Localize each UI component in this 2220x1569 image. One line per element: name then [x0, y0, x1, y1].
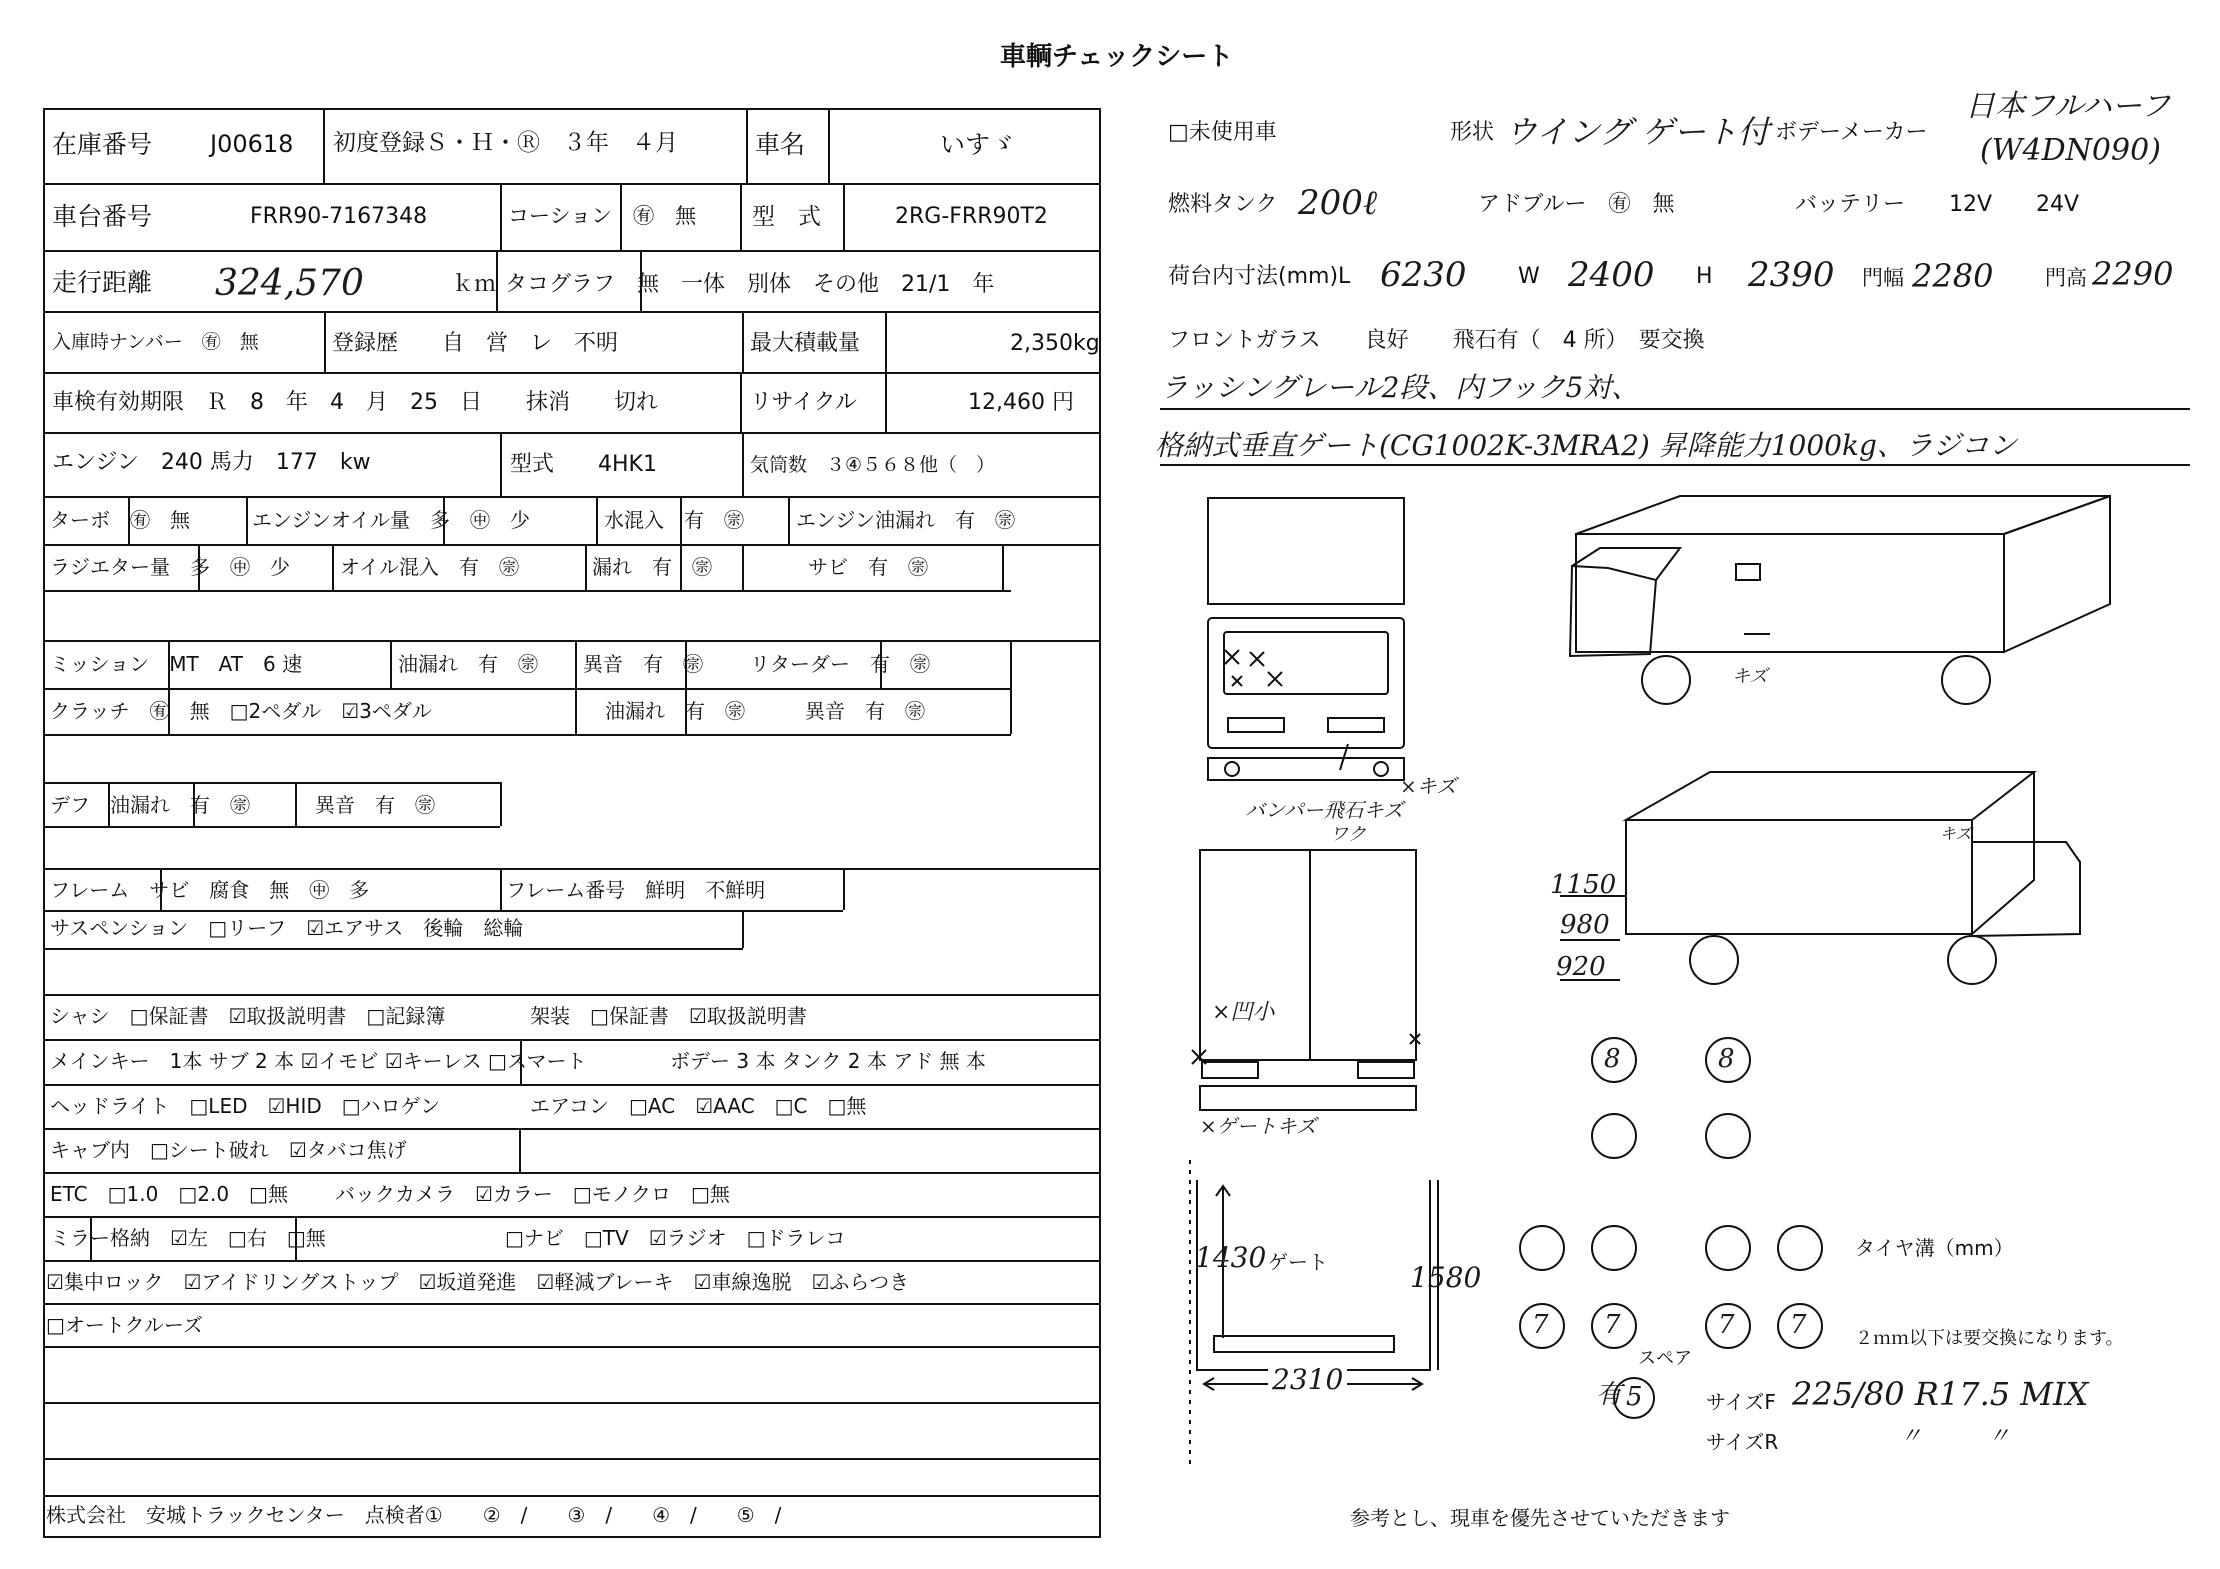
back-camera: バックカメラ ☑カラー □モノクロ □無: [335, 1182, 730, 1206]
shape-label: 形状: [1450, 120, 1495, 145]
cargo-dimension-label: 荷台内寸法(mm)L: [1168, 264, 1351, 289]
recycle-fee: 12,460 円: [968, 390, 1074, 415]
suspension: サスペンション □リーフ ☑エアサス 後輪 総輪: [50, 916, 524, 940]
body-maker-code: (W4DN090): [1980, 133, 2161, 168]
cargo-height-label: H: [1696, 264, 1713, 289]
gate-height: 1430: [1195, 1241, 1267, 1274]
truck2-damage-note: キズ: [1940, 824, 1972, 843]
clutch-oil-leak: 油漏れ 有 ㊪: [605, 699, 745, 723]
cargo-length: 6230: [1380, 255, 1467, 295]
door-height: 2290: [2092, 255, 2174, 293]
retarder: リターダー 有 ㊪: [750, 652, 930, 676]
fuel-tank-label: 燃料タンク: [1168, 192, 1278, 217]
max-load-label: 最大積載量: [750, 331, 861, 356]
tyre-note: ２ｍｍ以下は要交換になります。: [1855, 1328, 2124, 1349]
safety-options: ☑集中ロック ☑アイドリングストップ ☑坂道発進 ☑軽減ブレーキ ☑車線逸脱 ☑ふらつき: [46, 1270, 910, 1294]
height-980: 980: [1560, 910, 1610, 940]
mirror-fold: ミラー格納 ☑左 □右 □無: [50, 1226, 326, 1250]
stock-number: J00618: [210, 130, 294, 158]
radiator-level: ラジエター量 多 ㊥ 少: [50, 555, 290, 579]
engine-oil-level: エンジンオイル量 多 ㊥ 少: [252, 508, 530, 532]
stock-number-label: 在庫番号: [52, 130, 153, 159]
size-rear-label: サイズR: [1706, 1430, 1779, 1454]
dent-note: ×凹小: [1212, 1000, 1275, 1025]
first-registration: 初度登録Ｓ・Ｈ・Ⓡ ３年 ４月: [333, 130, 678, 156]
bumper-damage-note: バンパー飛石キズ: [1245, 798, 1404, 822]
car-name-label: 車名: [755, 130, 806, 159]
fuel-tank: 200ℓ: [1298, 183, 1378, 223]
unused-vehicle: □未使用車: [1168, 120, 1277, 145]
headlight: ヘッドライト □LED ☑HID □ハロゲン: [50, 1094, 441, 1118]
truck1-body-top: [1576, 496, 2110, 534]
rust: サビ 有 ㊪: [808, 555, 928, 579]
size-front-label: サイズF: [1706, 1390, 1776, 1414]
engine-oil-leak: エンジン油漏れ 有 ㊪: [796, 508, 1015, 532]
navigation-options: □ナビ □TV ☑ラジオ □ドラレコ: [505, 1226, 846, 1250]
adblue: アドブルー ㊒ 無: [1478, 192, 1675, 217]
note-line-1: ラッシングレール2段、内フック5対、: [1160, 371, 1640, 404]
turbo: ターボ ㊒ 無: [50, 508, 190, 532]
recycle-label: リサイクル: [750, 390, 857, 415]
leak: 漏れ 有 ㊪: [592, 555, 712, 579]
frame-condition: フレーム サビ 腐食 無 ㊥ 多: [50, 878, 370, 902]
water-mix: 水混入 有 ㊪: [604, 508, 744, 532]
clutch-noise: 異音 有 ㊪: [805, 699, 925, 723]
model: 2RG-FRR90T2: [895, 204, 1048, 229]
engine-power: エンジン 240 馬力 177 kw: [52, 450, 371, 475]
chassis-number-label: 車台番号: [52, 202, 153, 231]
main-keys: メインキー 1本 サブ 2 本 ☑イモビ ☑キーレス □スマート: [50, 1049, 587, 1073]
max-load: 2,350kg: [1010, 331, 1100, 356]
entry-plate: 入庫時ナンバー ㊒ 無: [52, 331, 259, 353]
frame-number: フレーム番号 鮮明 不鮮明: [506, 878, 766, 902]
mission-noise: 異音 有 ㊪: [583, 652, 703, 676]
tyre-rear-4-depth: 7: [1790, 1310, 1807, 1340]
oil-mix: オイル混入 有 ㊪: [340, 555, 519, 579]
cylinders: 気筒数 ３④５６８他（ ）: [750, 454, 996, 476]
engine-model: 型式 4HK1: [510, 452, 657, 477]
spare-mark: 有: [1596, 1380, 1623, 1410]
tyre-rear-1-depth: 7: [1532, 1310, 1549, 1340]
tyre-front-right-depth: 8: [1718, 1044, 1735, 1074]
cargo-width: 2400: [1568, 255, 1655, 295]
spare-depth: 5: [1626, 1382, 1643, 1412]
damage-note-ku: ワク: [1330, 824, 1366, 845]
cruise-control: □オートクルーズ: [46, 1313, 203, 1337]
shape: ウイング ゲート付: [1505, 113, 1770, 151]
chassis-documents: シャシ □保証書 ☑取扱説明書 □記録簿: [50, 1004, 446, 1028]
gate-width: 2310: [1268, 1366, 1347, 1394]
body-keys: ボデー 3 本 タンク 2 本 アド 無 本: [670, 1049, 986, 1073]
truck1-damage-note: キズ: [1732, 666, 1768, 687]
size-front: 225/80 R17.5 MIX: [1792, 1375, 2089, 1413]
gate-plate: [1214, 1336, 1394, 1352]
windshield: フロントガラス 良好 飛石有（ 4 所） 要交換: [1168, 328, 1705, 353]
body-documents: 架装 □保証書 ☑取扱説明書: [530, 1004, 807, 1028]
body-maker-label: ボデーメーカー: [1775, 120, 1928, 145]
etc-unit: ETC □1.0 □2.0 □無: [50, 1182, 288, 1206]
cab-interior: キャブ内 □シート破れ ☑タバコ焦げ: [50, 1138, 407, 1162]
truck2-body-top: [1626, 772, 2034, 820]
tachograph: タコグラフ 無 一体 別体 その他 21/1 年: [505, 272, 995, 297]
size-rear: 〃 〃: [1900, 1424, 2011, 1449]
diff-noise: 異音 有 ㊪: [315, 793, 435, 817]
cargo-height: 2390: [1748, 255, 1835, 295]
gate-damage-note: ×ゲートキズ: [1200, 1114, 1317, 1138]
damage-note-x: ×キズ: [1400, 774, 1457, 798]
front-view-cab: [1208, 618, 1404, 748]
note-line-2: 格納式垂直ゲート(CG1002K-3MRA2) 昇降能力1000kg、ラジコン: [1155, 429, 2017, 462]
inspection-expiry: 車検有効期限 Ｒ 8 年 4 月 25 日 抹消 切れ: [52, 390, 658, 415]
mileage-label: 走行距離: [52, 268, 153, 297]
tyre-rear-3-depth: 7: [1718, 1310, 1735, 1340]
door-width: 2280: [1912, 257, 1994, 295]
door-height-label: 門高: [2045, 266, 2087, 290]
cargo-width-label: W: [1518, 264, 1540, 289]
spare-label: スペア: [1638, 1348, 1692, 1369]
disclaimer: 参考とし、現車を優先させていただきます: [1350, 1506, 1730, 1530]
body-maker: 日本フルハーフ: [1965, 89, 2171, 124]
height-1150: 1150: [1550, 870, 1617, 900]
mission: ミッション MT AT 6 速: [50, 652, 303, 676]
gate-label: ゲート: [1268, 1250, 1328, 1274]
battery: バッテリー 12V 24V: [1795, 192, 2080, 217]
truck1-body-side: [1576, 534, 2004, 652]
clutch: クラッチ ㊒ 無 □2ペダル ☑3ペダル: [50, 699, 432, 723]
mileage-unit: ｋｍ: [452, 272, 497, 297]
height-920: 920: [1556, 952, 1606, 982]
diff-oil-leak: デフ 油漏れ 有 ㊪: [50, 793, 250, 817]
model-label: 型 式: [752, 204, 821, 230]
chassis-number: FRR90-7167348: [250, 204, 428, 229]
inspector-footer: 株式会社 安城トラックセンター 点検者① ② / ③ / ④ / ⑤ /: [46, 1503, 782, 1527]
rear-view: [1200, 850, 1416, 1060]
top-view-box: [1208, 498, 1404, 604]
gate-total-height: 1580: [1410, 1261, 1482, 1294]
car-name: いすゞ: [940, 130, 1016, 159]
registration-history: 登録歴 自 営 レ 不明: [332, 331, 619, 356]
tyre-depth-title: タイヤ溝（mm）: [1855, 1236, 2014, 1260]
truck2-body-side: [1626, 820, 1972, 934]
coating: コーション ㊒ 無: [508, 204, 697, 228]
tyre-front-left-depth: 8: [1604, 1044, 1621, 1074]
page-title: 車輌チェックシート: [1000, 42, 1234, 72]
tyre-rear-2-depth: 7: [1604, 1310, 1621, 1340]
door-width-label: 門幅: [1862, 266, 1904, 290]
air-conditioner: エアコン □AC ☑AAC □C □無: [530, 1094, 867, 1118]
mission-oil-leak: 油漏れ 有 ㊪: [398, 652, 538, 676]
mileage: 324,570: [215, 263, 364, 304]
